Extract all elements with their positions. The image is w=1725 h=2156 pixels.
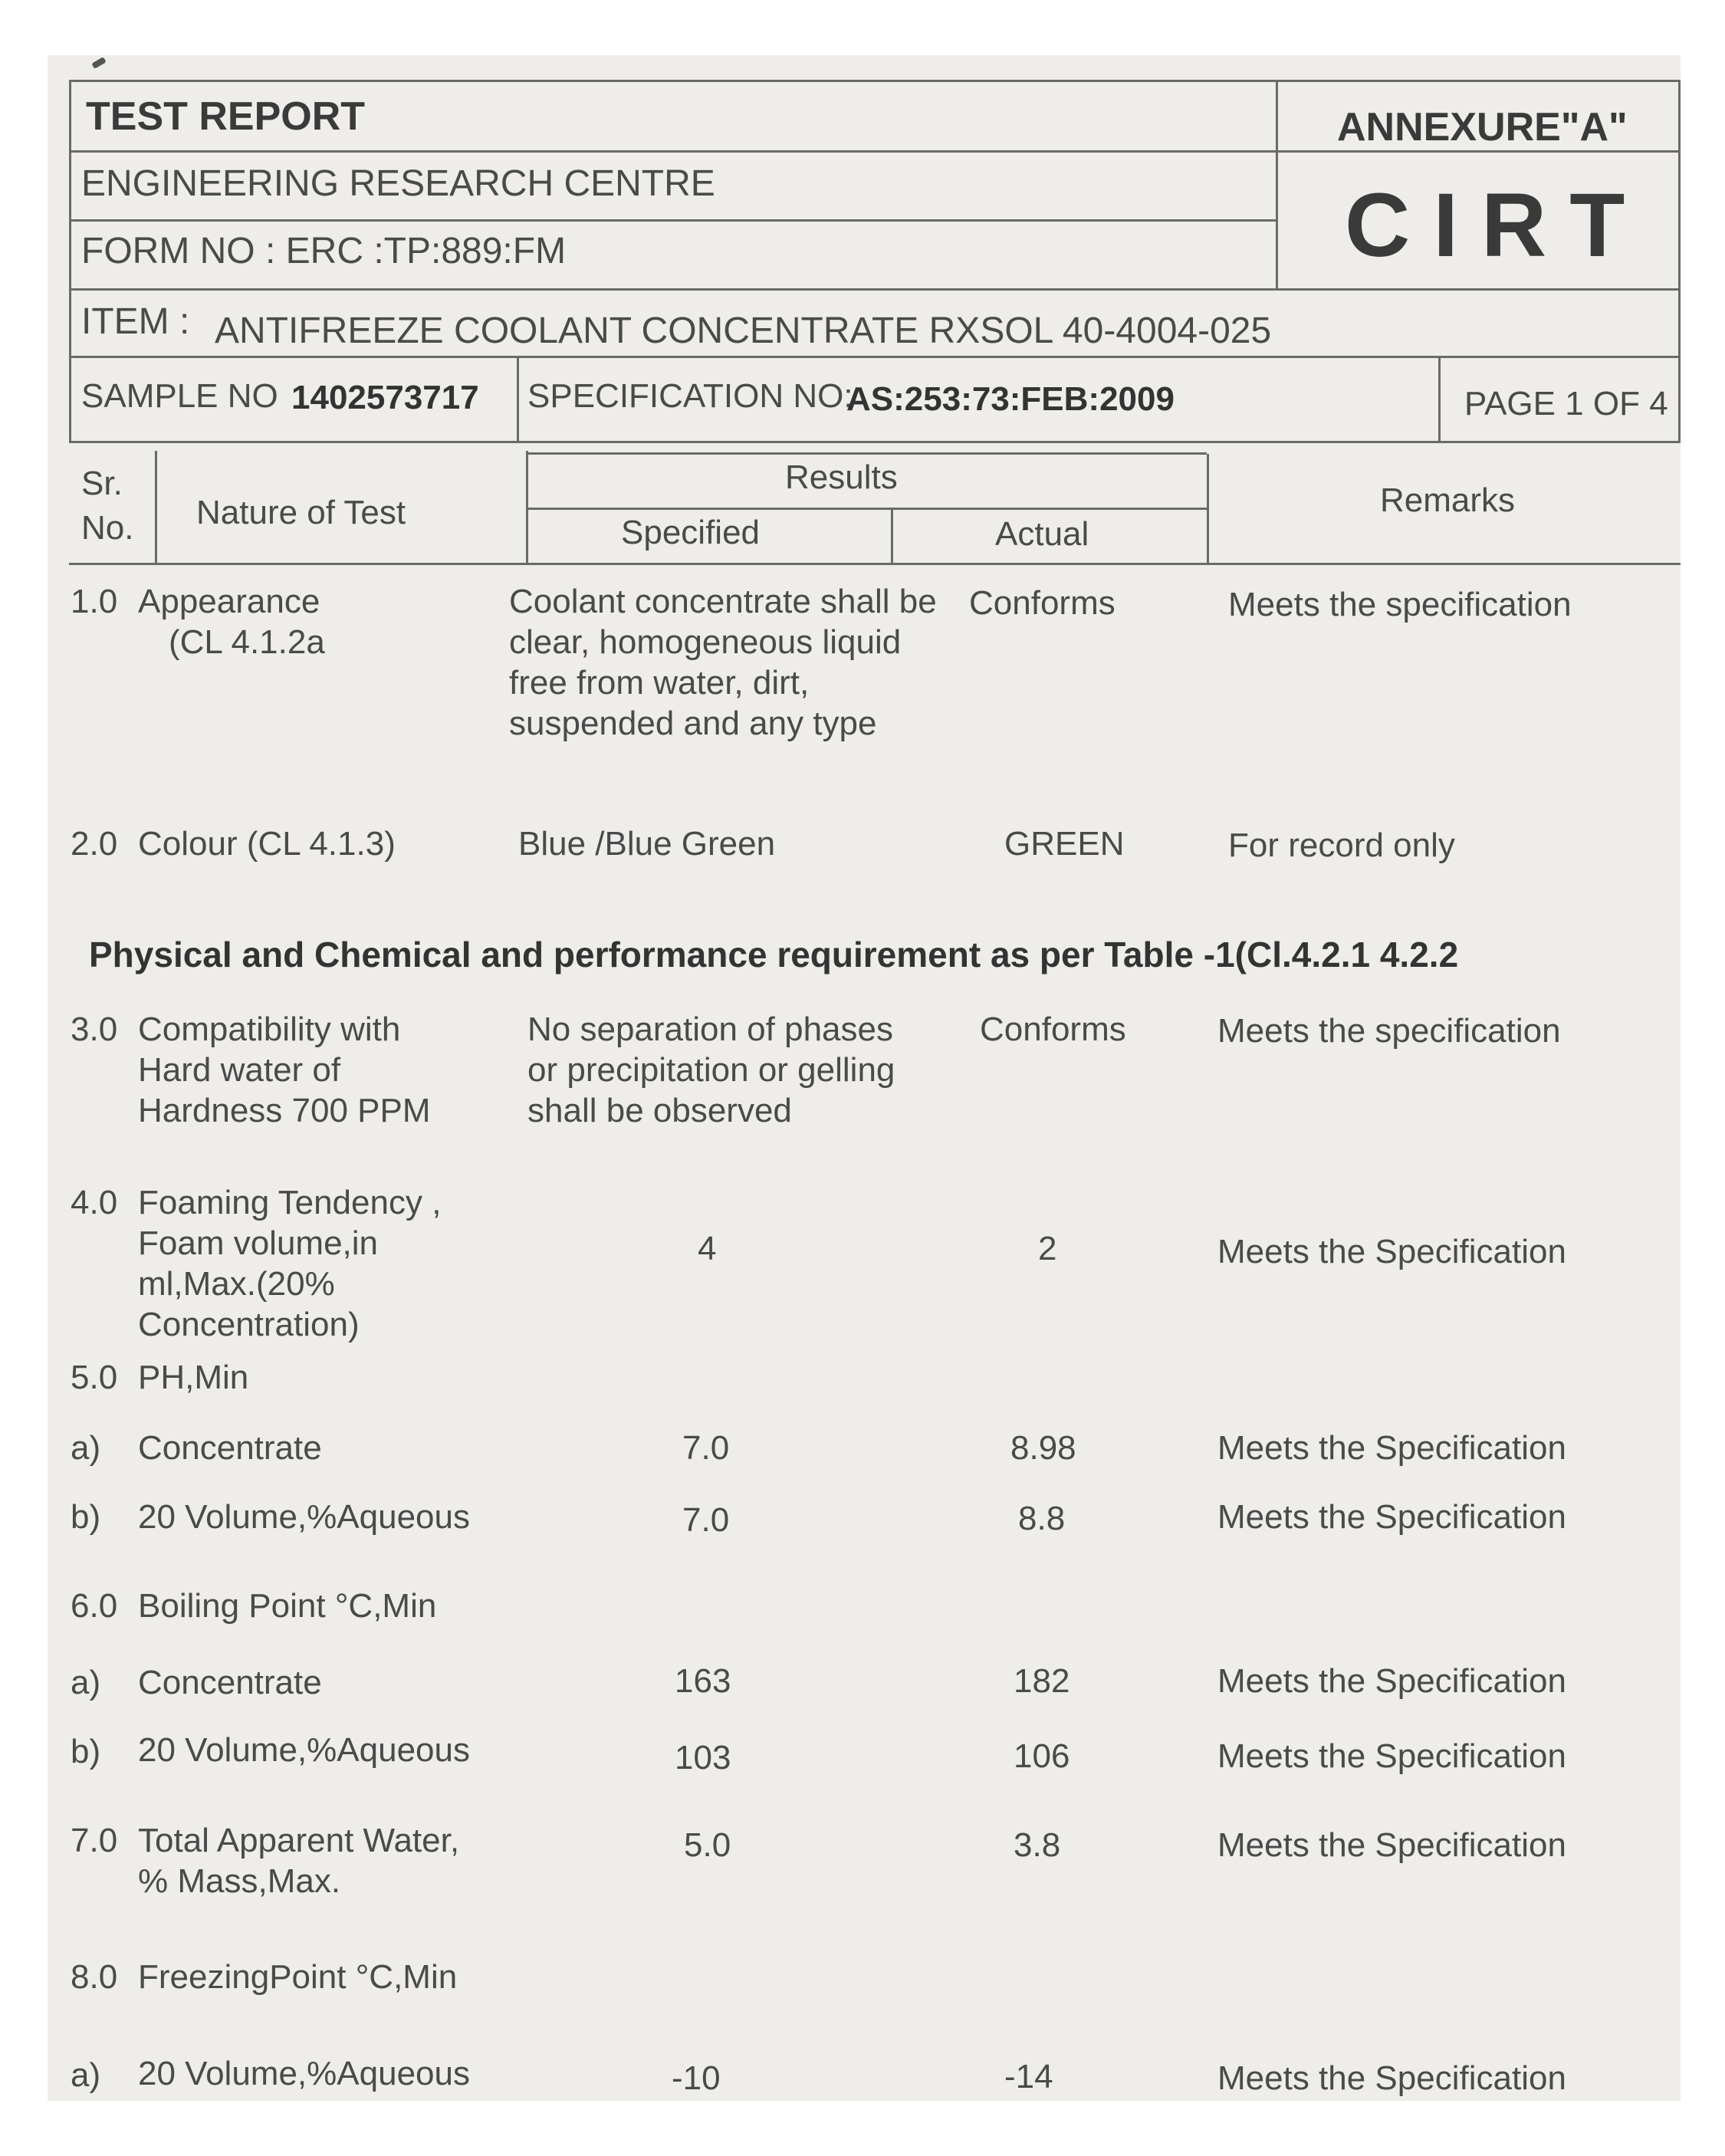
report-title: TEST REPORT: [86, 94, 366, 139]
row-actual: -14: [1004, 2058, 1053, 2095]
row-sr: a): [71, 1429, 101, 1467]
row-nature: 20 Volume,%Aqueous: [138, 1498, 470, 1536]
row-actual: 8.8: [1018, 1500, 1066, 1537]
col-results: Results: [785, 458, 898, 496]
row-specified: Blue /Blue Green: [518, 825, 776, 863]
results-rule: [526, 508, 1207, 510]
row-actual: 182: [1014, 1662, 1070, 1700]
row-remarks: For record only: [1228, 827, 1455, 864]
row-specified: 4: [698, 1230, 717, 1267]
row-nature: 20 Volume,%Aqueous: [138, 1731, 470, 1769]
row-actual: Conforms: [969, 584, 1116, 622]
column-header-bottom: [69, 563, 1681, 565]
row-remarks: Meets the specification: [1228, 586, 1572, 623]
row-actual: 106: [1014, 1737, 1070, 1775]
row-actual: GREEN: [1004, 825, 1125, 863]
sample-label: SAMPLE NO: [81, 377, 278, 415]
row-sr: 2.0: [71, 825, 118, 863]
header-divider: [1438, 356, 1441, 443]
row-nature: FreezingPoint °C,Min: [138, 1958, 458, 1996]
row-nature: Boiling Point °C,Min: [138, 1587, 437, 1625]
col-nature: Nature of Test: [196, 494, 406, 531]
page-indicator: PAGE 1 OF 4: [1464, 385, 1668, 422]
spec-label: SPECIFICATION NO:: [527, 377, 853, 415]
spec-value: AS:253:73:FEB:2009: [846, 380, 1175, 418]
centre-name: ENGINEERING RESEARCH CENTRE: [81, 163, 715, 204]
row-sr: 4.0: [71, 1184, 118, 1221]
column-divider: [891, 509, 893, 563]
section-title: Physical and Chemical and performance requirement as per Table -1(Cl.4.2.1 4.2.2: [89, 935, 1459, 974]
row-sr: 8.0: [71, 1958, 118, 1996]
header-divider: [517, 356, 519, 443]
sample-value: 1402573717: [291, 379, 479, 416]
row-remarks: Meets the Specification: [1217, 1737, 1566, 1775]
row-nature: PH,Min: [138, 1359, 249, 1396]
row-nature-line: (CL 4.1.2a: [169, 623, 325, 661]
row-nature: Foaming Tendency , Foam volume,in ml,Max.(20% Concentration): [138, 1184, 442, 1343]
row-actual: 3.8: [1014, 1826, 1061, 1864]
row-specified: -10: [672, 2059, 721, 2097]
row-nature: Concentrate: [138, 1664, 322, 1701]
row-sr: 3.0: [71, 1011, 118, 1048]
row-sr: 1.0: [71, 583, 118, 620]
annexure-label: ANNEXURE"A": [1337, 105, 1628, 150]
col-sr: Sr.: [81, 465, 123, 502]
row-sr: b): [71, 1733, 101, 1770]
row-remarks: Meets the Specification: [1217, 1662, 1566, 1700]
row-remarks: Meets the Specification: [1217, 1498, 1566, 1536]
row-specified: Coolant concentrate shall be clear, homogeneous liquid free from water, dirt, suspended and any type: [509, 583, 937, 742]
item-value: ANTIFREEZE COOLANT CONCENTRATE RXSOL 40-4004-025: [215, 311, 1272, 351]
col-no: No.: [81, 509, 134, 547]
column-divider: [526, 451, 528, 563]
header-rule: [69, 219, 1277, 222]
row-specified: 5.0: [684, 1826, 731, 1864]
row-nature: Concentrate: [138, 1429, 322, 1467]
col-specified: Specified: [621, 514, 761, 551]
row-specified: 103: [675, 1739, 731, 1776]
row-sr: 5.0: [71, 1359, 118, 1396]
row-specified: 163: [675, 1662, 731, 1700]
row-nature: 20 Volume,%Aqueous: [138, 2055, 470, 2092]
row-sr: 7.0: [71, 1822, 118, 1859]
row-sr: a): [71, 2056, 101, 2094]
row-actual: 2: [1038, 1230, 1057, 1267]
row-remarks: Meets the Specification: [1217, 1826, 1566, 1864]
row-specified: No separation of phases or precipitation or gelling shall be observed: [527, 1011, 895, 1129]
row-specified: 7.0: [682, 1429, 730, 1467]
header-divider: [1276, 80, 1278, 290]
col-remarks: Remarks: [1380, 481, 1516, 519]
row-sr: a): [71, 1664, 101, 1701]
row-remarks: Meets the Specification: [1217, 1429, 1566, 1467]
row-actual: Conforms: [980, 1011, 1126, 1048]
column-divider: [1207, 454, 1209, 563]
results-rule: [526, 452, 1207, 455]
row-nature-line: Appearance: [138, 583, 320, 620]
row-sr: 6.0: [71, 1587, 118, 1625]
row-nature: [138, 581, 325, 662]
row-remarks: Meets the specification: [1217, 1012, 1561, 1050]
row-remarks: Meets the Specification: [1217, 1233, 1566, 1270]
row-sr: b): [71, 1498, 101, 1536]
row-actual: 8.98: [1010, 1429, 1076, 1467]
row-nature: Colour (CL 4.1.3): [138, 825, 396, 863]
cirt-logo: CIRT: [1345, 175, 1648, 276]
row-nature: Total Apparent Water, % Mass,Max.: [138, 1822, 460, 1900]
item-label: ITEM :: [81, 301, 190, 342]
col-actual: Actual: [995, 515, 1089, 553]
row-specified: 7.0: [682, 1501, 730, 1539]
form-number: FORM NO : ERC :TP:889:FM: [81, 231, 567, 271]
column-divider: [155, 451, 157, 563]
header-rule: [69, 288, 1681, 291]
header-rule: [69, 150, 1681, 153]
row-remarks: Meets the Specification: [1217, 2059, 1566, 2097]
row-nature: Compatibility with Hard water of Hardness 700 PPM: [138, 1011, 431, 1129]
